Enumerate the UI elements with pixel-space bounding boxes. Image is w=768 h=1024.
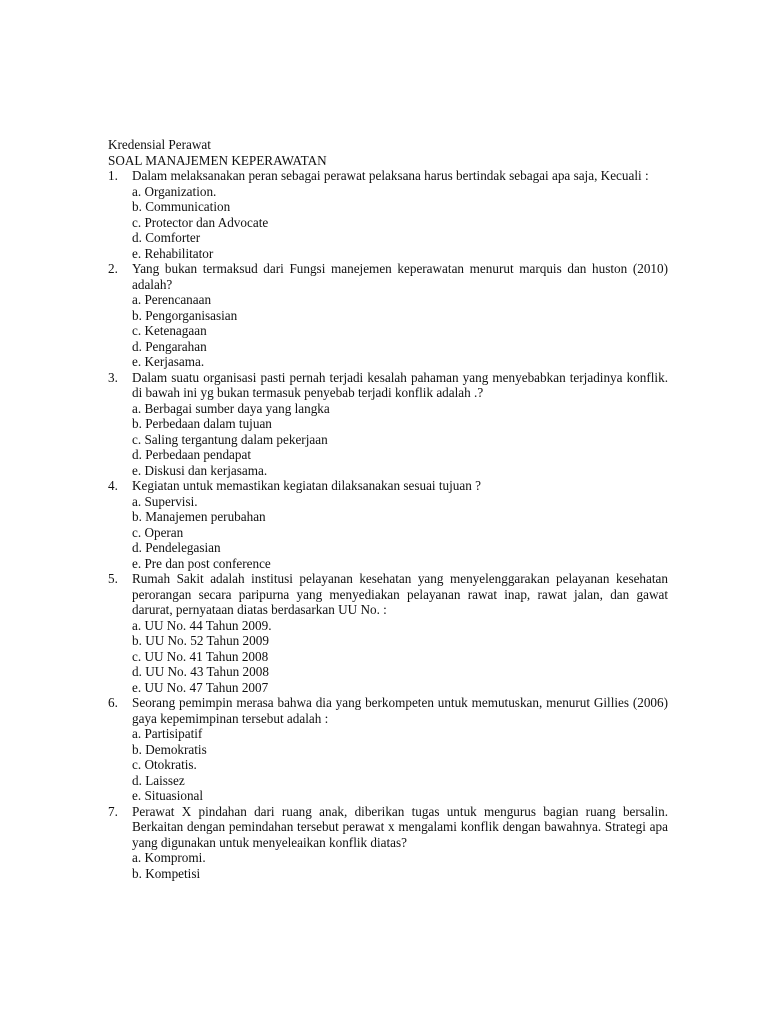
question-text: Perawat X pindahan dari ruang anak, diberikan tugas untuk mengurus bagian ruang bersalin. Berkaitan dengan pemindahan tersebut perawat x mengalami konflik dengan bawahnya. Strategi apa yang digunakan untuk menyeleaikan konflik diatas?	[132, 803, 668, 850]
answer-option: a. UU No. 44 Tahun 2009.	[132, 617, 272, 633]
answer-option: c. Ketenagaan	[132, 323, 207, 338]
question-number: 2.	[108, 261, 118, 276]
question-3	[108, 370, 668, 401]
answer-option: a. Organization.	[132, 183, 217, 199]
answer-option: a. Berbagai sumber daya yang langka	[132, 400, 330, 416]
answer-option: a. Partisipatif	[132, 726, 203, 741]
answer-option: e. Situasional	[132, 788, 204, 803]
answer-option: d. Perbedaan pendapat	[132, 447, 252, 462]
answer-options	[108, 494, 668, 572]
document-subheading: SOAL MANAJEMEN KEPERAWATAN	[108, 152, 327, 168]
answer-option: b. Pengorganisasian	[132, 307, 238, 323]
answer-option: c. Operan	[132, 524, 184, 540]
question-text: Yang bukan termaksud dari Fungsi manejemen keperawatan menurut marquis dan huston (2010) adalah?	[132, 261, 668, 292]
answer-option: e. Kerjasama.	[132, 354, 205, 369]
answer-option: d. UU No. 43 Tahun 2008	[132, 664, 269, 679]
question-number: 3.	[108, 369, 118, 385]
question-text: Rumah Sakit adalah institusi pelayanan kesehatan yang menyelenggarakan pelayanan kesehatan perorangan secara paripurna yang menyediakan pelayanan rawat inap, rawat jalan, dan gawat darurat, pernyataan diatas berdasarkan UU No. :	[132, 571, 668, 617]
answer-option: d. Comforter	[132, 230, 201, 245]
question-block	[108, 804, 668, 882]
answer-option: b. Manajemen perubahan	[132, 509, 266, 524]
answer-option: d. Pendelegasian	[132, 540, 221, 555]
answer-option: d. Laissez	[132, 772, 185, 788]
answer-option: c. Protector dan Advocate	[132, 214, 269, 230]
question-6	[108, 695, 668, 726]
answer-options	[108, 726, 668, 804]
question-number: 7.	[108, 803, 118, 819]
answer-option: e. Diskusi dan kerjasama.	[132, 462, 268, 478]
question-block	[108, 695, 668, 804]
question-text: Seorang pemimpin merasa bahwa dia yang berkompeten untuk memutuskan, menurut Gillies (2006) gaya kepemimpinan tersebut adalah :	[132, 695, 668, 726]
answer-option: e. UU No. 47 Tahun 2007	[132, 679, 269, 695]
answer-option: c. Otokratis.	[132, 757, 197, 772]
document-page	[108, 137, 668, 881]
answer-options	[108, 292, 668, 370]
question-number: 4.	[108, 478, 118, 493]
answer-options	[108, 184, 668, 262]
question-block	[108, 571, 668, 695]
question-text: Kegiatan untuk memastikan kegiatan dilaksanakan sesuai tujuan ?	[132, 478, 481, 493]
question-text: Dalam suatu organisasi pasti pernah terjadi kesalah pahaman yang menyebabkan terjadinya konflik. di bawah ini yg bukan termasuk penyebab terjadi konflik adalah .?	[132, 369, 668, 400]
answer-option: b. UU No. 52 Tahun 2009	[132, 633, 269, 648]
answer-option: c. Saling tergantung dalam pekerjaan	[132, 431, 328, 447]
answer-option: a. Kompromi.	[132, 850, 206, 865]
answer-option: c. UU No. 41 Tahun 2008	[132, 648, 269, 664]
question-2	[108, 261, 668, 292]
answer-option: b. Kompetisi	[132, 865, 201, 881]
question-number: 5.	[108, 571, 118, 586]
answer-options	[108, 850, 668, 881]
question-block	[108, 261, 668, 370]
question-5	[108, 571, 668, 618]
document-heading: Kredensial Perawat	[108, 137, 211, 152]
answer-option: a. Supervisi.	[132, 493, 198, 509]
answer-option: e. Pre dan post conference	[132, 555, 271, 571]
answer-option: d. Pengarahan	[132, 338, 207, 354]
question-text: Dalam melaksanakan peran sebagai perawat pelaksana harus bertindak sebagai apa saja, Kecuali :	[132, 168, 649, 183]
question-number: 1.	[108, 168, 118, 183]
answer-option: b. Demokratis	[132, 741, 207, 757]
question-4	[108, 478, 668, 494]
question-1	[108, 168, 668, 184]
answer-option: b. Perbedaan dalam tujuan	[132, 416, 272, 431]
question-block	[108, 168, 668, 261]
answer-option: b. Communication	[132, 199, 231, 214]
answer-options	[108, 618, 668, 696]
question-block	[108, 478, 668, 571]
answer-options	[108, 401, 668, 479]
answer-option: a. Perencanaan	[132, 292, 212, 307]
question-block	[108, 370, 668, 479]
question-number: 6.	[108, 695, 118, 710]
question-7	[108, 804, 668, 851]
answer-option: e. Rehabilitator	[132, 245, 214, 261]
